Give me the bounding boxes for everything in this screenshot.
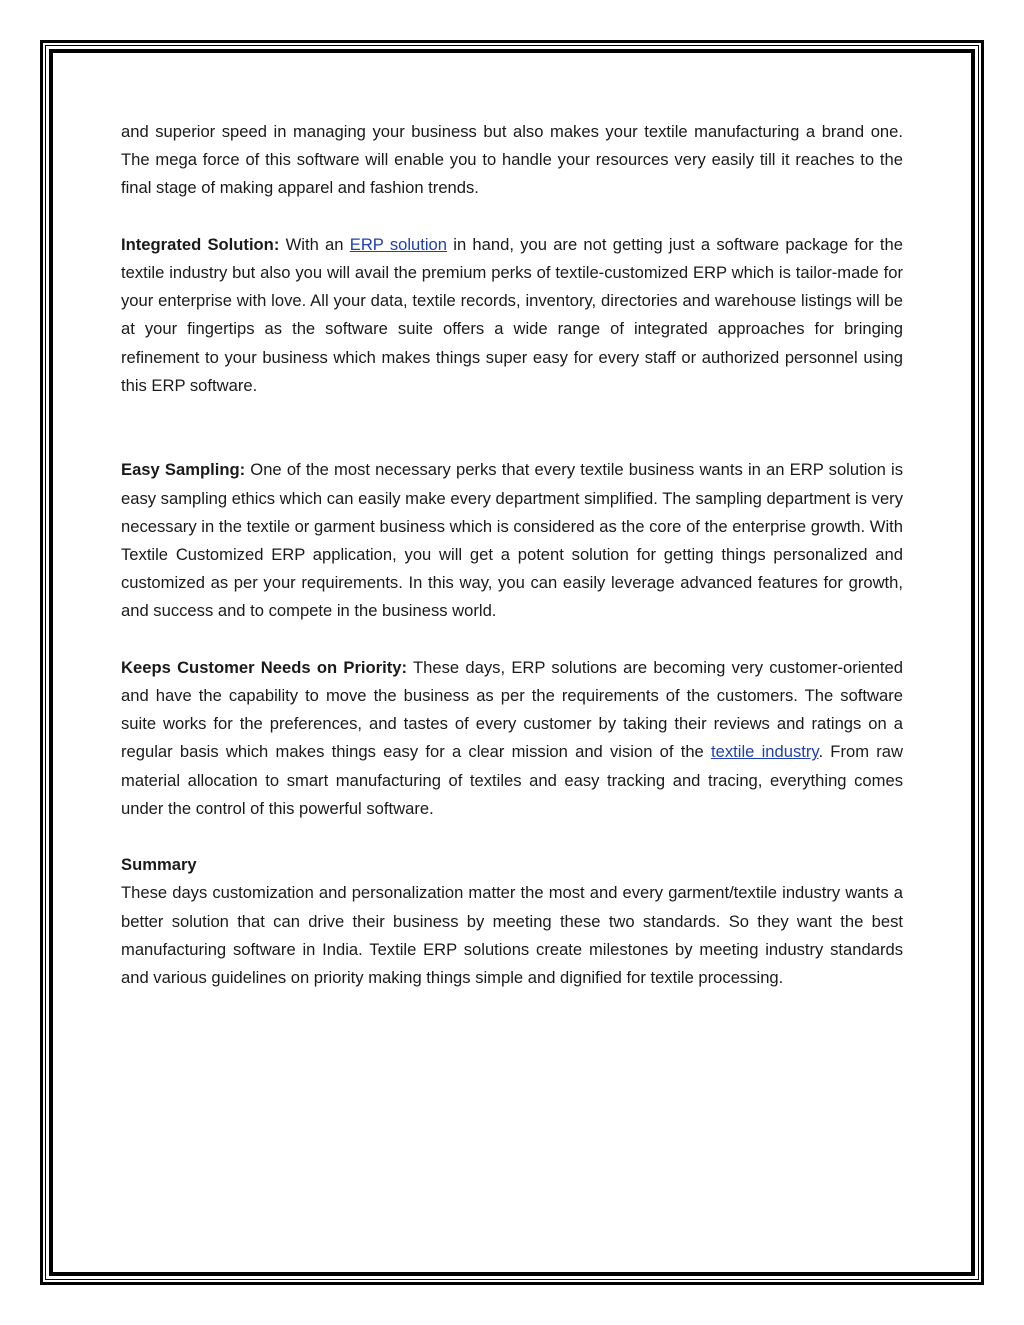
document-body (121, 118, 903, 992)
easy-sampling-text: One of the most necessary perks that every textile business wants in an ERP solution is easy sampling ethics which can easily make every department simplified. The sampling department is very necessary in the textile or garment business which is considered as the core of the enterprise growth. With Textile Customized ERP application, you will get a potent solution for getting things personalized and customized as per your requirements. In this way, you can easily leverage advanced features for growth, and success and to compete in the business world. (121, 460, 903, 621)
textile-industry-link[interactable]: textile industry (711, 742, 819, 762)
integrated-solution-text-a: With an (279, 234, 350, 254)
customer-needs-heading: Keeps Customer Needs on Priority: (121, 657, 408, 677)
integrated-solution-paragraph (121, 231, 903, 400)
erp-solution-link[interactable]: ERP solution (349, 234, 448, 254)
integrated-solution-heading: Integrated Solution: (121, 234, 280, 254)
easy-sampling-heading: Easy Sampling: (121, 460, 246, 480)
customer-needs-text-b: . From raw material allocation to smart manufacturing of textiles and easy tracking and tracing, everything comes under the control of this powerful software. (121, 742, 903, 818)
paragraph-spacer (121, 823, 903, 851)
paragraph-spacer (121, 400, 903, 456)
paragraph-spacer (121, 626, 903, 654)
customer-needs-text-a: These days, ERP solutions are becoming very customer-oriented and have the capability to move the business as per the requirements of the customers. The software suite works for the preferences, and tastes of every customer by taking their reviews and ratings on a regular basis which makes things easy for a clear mission and vision of the (121, 657, 903, 762)
intro-paragraph: and superior speed in managing your business but also makes your textile manufacturing a brand one. The mega force of this software will enable you to handle your resources very easily till it reaches to the final stage of making apparel and fashion trends. (121, 122, 903, 198)
summary-paragraph: These days customization and personalization matter the most and every garment/textile industry wants a better solution that can drive their business by meeting these two standards. So they want the best manufacturing software in India. Textile ERP solutions create milestones by meeting industry standards and various guidelines on priority making things simple and dignified for textile processing. (121, 883, 903, 988)
summary-heading: Summary (121, 855, 197, 875)
easy-sampling-paragraph (121, 456, 903, 625)
paragraph-spacer (121, 203, 903, 231)
customer-needs-paragraph (121, 654, 903, 823)
integrated-solution-text-b: in hand, you are not getting just a software package for the textile industry but also you will avail the premium perks of textile-customized ERP which is tailor-made for your enterprise with love. All your data, textile records, inventory, directories and warehouse listings will be at your fingertips as the software suite offers a wide range of integrated approaches for bringing refinement to your business which makes things super easy for every staff or authorized personnel using this ERP software. (121, 234, 903, 395)
